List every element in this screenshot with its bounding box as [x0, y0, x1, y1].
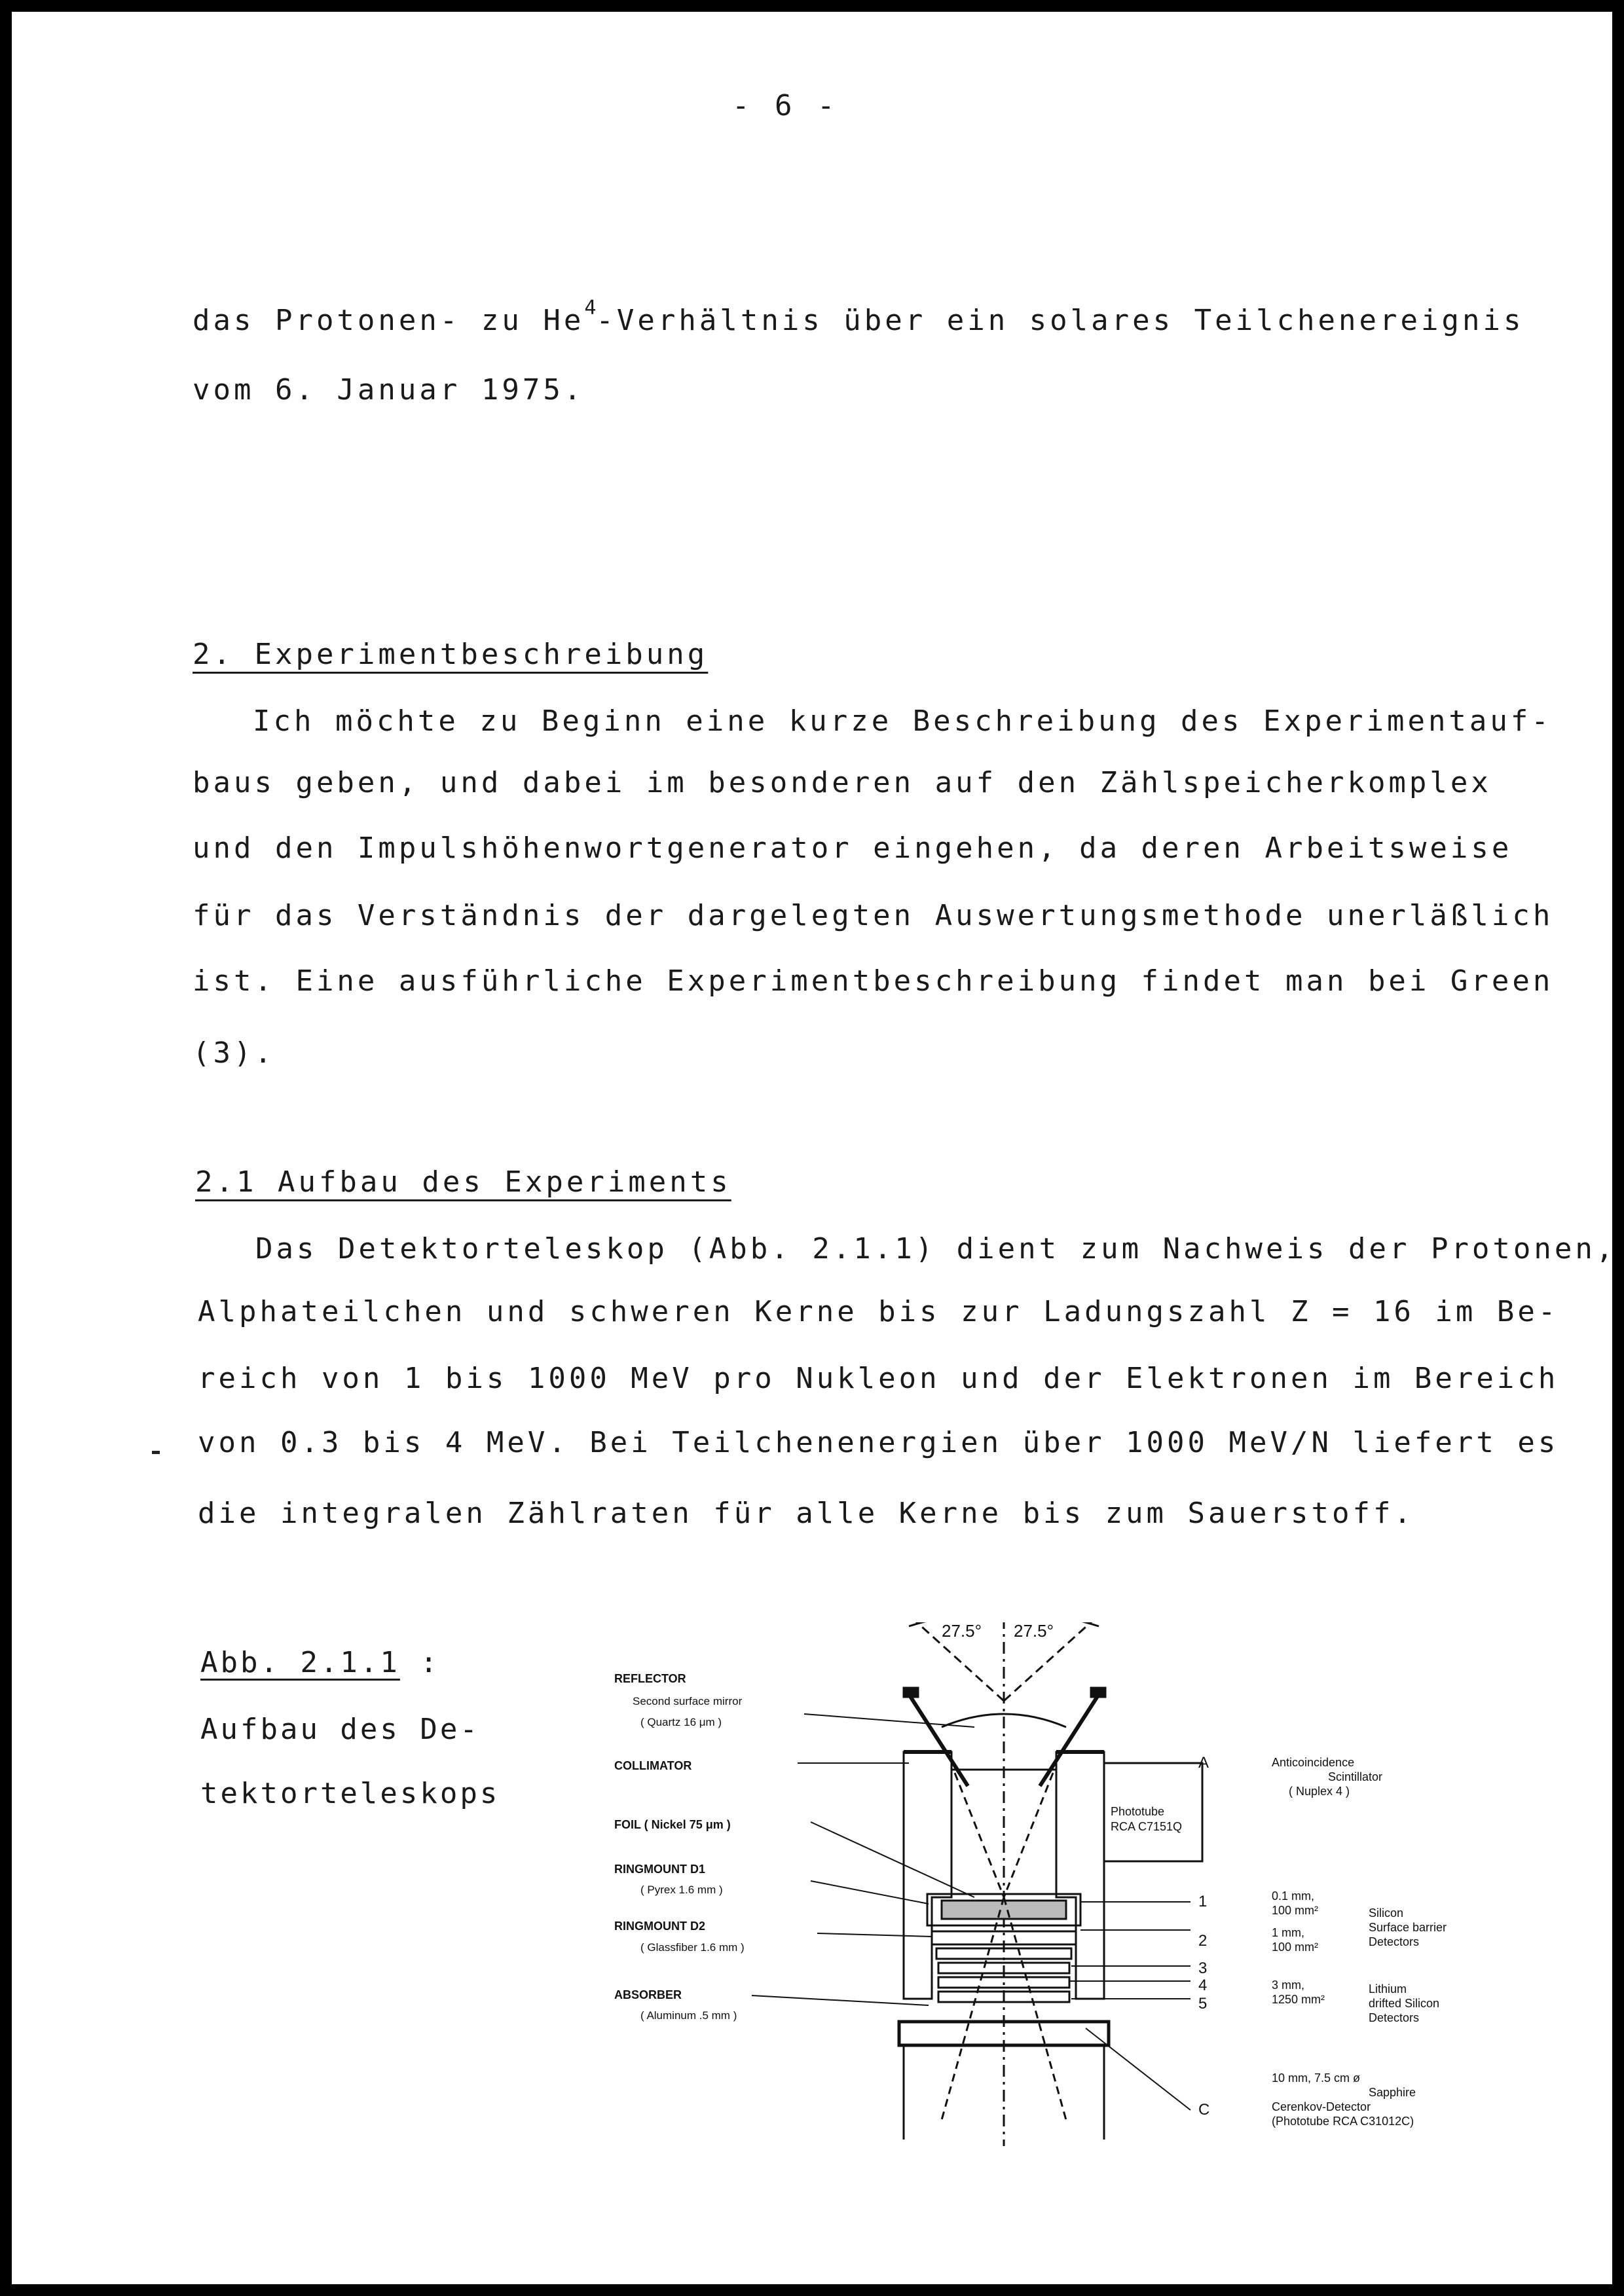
angle-label-left: 27.5°: [942, 1622, 982, 1641]
label-foil: FOIL ( Nickel 75 μm ): [614, 1818, 731, 1831]
intro-superscript: 4: [584, 297, 597, 319]
section-heading-2: 2. Experimentbeschreibung: [193, 638, 709, 671]
label-d3-thickness: 3 mm,: [1272, 1978, 1305, 1992]
label-absorber: ABSORBER: [614, 1988, 682, 2001]
section2-line: (3).: [193, 1036, 275, 1070]
label-reflector-sub1: Second surface mirror: [633, 1695, 743, 1707]
section2-line: und den Impulshöhenwortgenerator eingehen, da deren Arbeitsweise: [193, 831, 1513, 865]
section21-line: die integralen Zählraten für alle Kerne bis zum Sauerstoff.: [198, 1497, 1414, 1530]
reflector-clip-right: [1091, 1688, 1105, 1697]
intro-line-1-pre: das Protonen- zu He: [193, 304, 585, 337]
page-number: - 6 -: [732, 89, 839, 122]
label-cerenkov-phototube: (Phototube RCA C31012C): [1272, 2115, 1414, 2128]
figure-caption-line: Aufbau des De-: [200, 1713, 480, 1746]
label-d1-area: 100 mm²: [1272, 1904, 1319, 1917]
angle-label-right: 27.5°: [1014, 1622, 1054, 1641]
figure-caption-colon: :: [420, 1646, 440, 1679]
label-ringmount-d1: RINGMOUNT D1: [614, 1863, 705, 1876]
label-detectors-2: Detectors: [1369, 2011, 1420, 2024]
label-cerenkov-dims: 10 mm, 7.5 cm ø: [1272, 2071, 1361, 2085]
label-cerenkov-detector: Cerenkov-Detector: [1272, 2100, 1371, 2113]
section21-line: von 0.3 bis 4 MeV. Bei Teilchenenergien über 1000 MeV/N liefert es: [198, 1426, 1559, 1459]
label-d3-area: 1250 mm²: [1272, 1993, 1325, 2006]
marker-3: 3: [1198, 1959, 1208, 1977]
label-surface-barrier: Surface barrier: [1369, 1921, 1447, 1934]
intro-line-1: [193, 297, 1524, 337]
label-reflector: REFLECTOR: [614, 1672, 686, 1685]
section2-line: Ich möchte zu Beginn eine kurze Beschreibung des Experimentauf-: [253, 704, 1552, 738]
label-d2-thickness: 1 mm,: [1272, 1926, 1305, 1939]
figure-caption-line: tektorteleskops: [200, 1777, 500, 1810]
reflector-clip-left: [904, 1688, 918, 1697]
marker-c: C: [1198, 2101, 1210, 2119]
figure-caption-ref: Abb. 2.1.1: [200, 1646, 400, 1679]
intro-line-2: vom 6. Januar 1975.: [193, 373, 585, 407]
intro-line-1-post: -Verhältnis über ein solares Teilchenereignis: [596, 304, 1524, 337]
label-drifted-silicon: drifted Silicon: [1369, 1997, 1440, 2010]
phototube-label-2: RCA C7151Q: [1111, 1820, 1183, 1833]
label-anticoincidence: Anticoincidence: [1272, 1756, 1355, 1769]
marker-5: 5: [1198, 1995, 1208, 2013]
reflector-right: [1040, 1694, 1099, 1786]
reflector-left: [909, 1694, 968, 1786]
margin-mark: [152, 1451, 160, 1454]
label-d1-thickness: 0.1 mm,: [1272, 1889, 1315, 1903]
section-heading-2-1: 2.1 Aufbau des Experiments: [195, 1165, 731, 1199]
section21-line: Das Detektorteleskop (Abb. 2.1.1) dient zum Nachweis der Protonen,: [255, 1232, 1617, 1266]
marker-4: 4: [1198, 1977, 1208, 1994]
label-silicon: Silicon: [1369, 1906, 1404, 1920]
section2-line: baus geben, und dabei im besonderen auf den Zählspeicherkomplex: [193, 766, 1492, 799]
label-ringmount-d2-sub: ( Glassfiber 1.6 mm ): [640, 1941, 745, 1954]
section2-line: ist. Eine ausführliche Experimentbeschreibung findet man bei Green: [193, 964, 1554, 998]
marker-a: A: [1198, 1754, 1209, 1772]
marker-1: 1: [1198, 1893, 1208, 1910]
section21-line: reich von 1 bis 1000 MeV pro Nukleon und der Elektronen im Bereich: [198, 1362, 1559, 1395]
section2-line: für das Verständnis der dargelegten Auswertungsmethode unerläßlich: [193, 899, 1554, 932]
phototube-label-1: Phototube: [1111, 1805, 1165, 1818]
figure-caption-ref-line: [200, 1646, 440, 1679]
label-detectors-1: Detectors: [1369, 1935, 1420, 1948]
label-ringmount-d1-sub: ( Pyrex 1.6 mm ): [640, 1884, 723, 1896]
label-absorber-sub: ( Aluminum .5 mm ): [640, 2009, 737, 2022]
label-sapphire: Sapphire: [1369, 2086, 1416, 2099]
label-ringmount-d2: RINGMOUNT D2: [614, 1920, 705, 1933]
detector-telescope-diagram: [601, 1622, 1518, 2146]
section21-line: Alphateilchen und schweren Kerne bis zur Ladungszahl Z = 16 im Be-: [198, 1295, 1559, 1328]
label-reflector-sub2: ( Quartz 16 μm ): [640, 1716, 722, 1728]
marker-2: 2: [1198, 1932, 1208, 1950]
label-nuplex: ( Nuplex 4 ): [1289, 1785, 1350, 1798]
label-collimator: COLLIMATOR: [614, 1759, 692, 1772]
label-d2-area: 100 mm²: [1272, 1941, 1319, 1954]
label-scintillator: Scintillator: [1328, 1770, 1383, 1783]
scintillator-right-wall: [1056, 1752, 1104, 1999]
label-lithium: Lithium: [1369, 1982, 1407, 1995]
